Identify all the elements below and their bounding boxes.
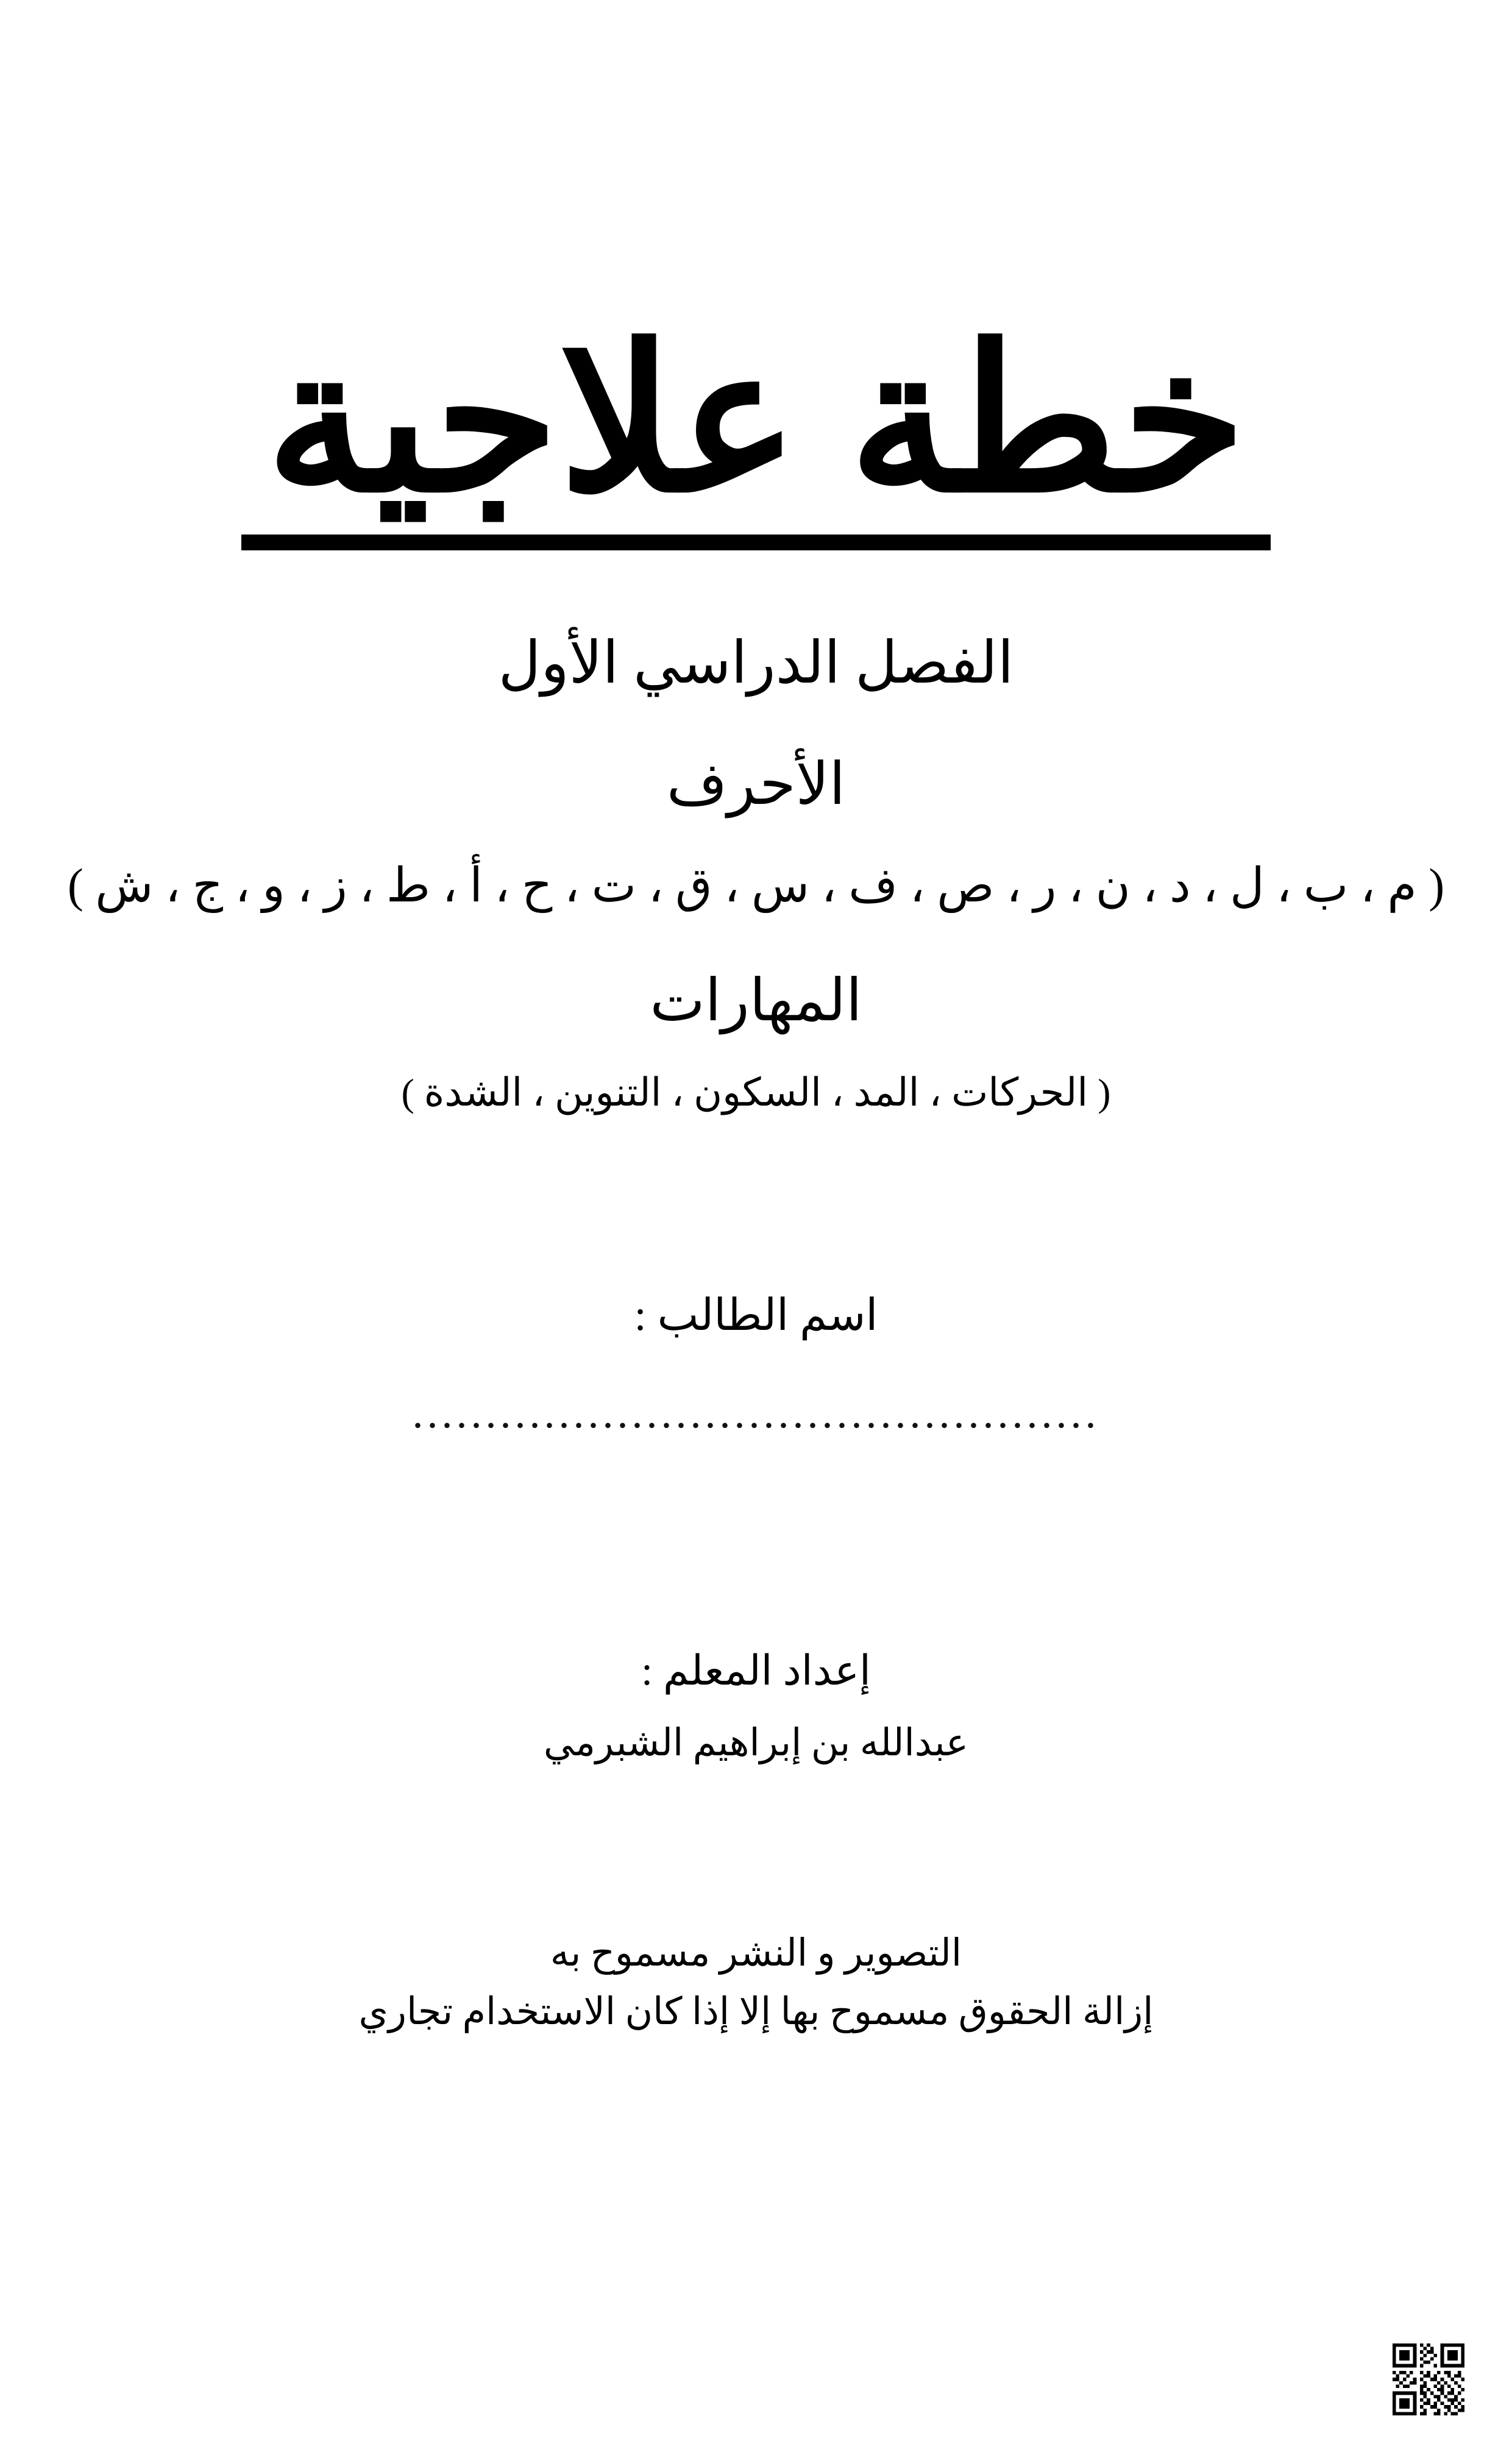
semester-subtitle: الفصل الدراسي الأول <box>498 630 1014 695</box>
prepared-by-name: عبدالله بن إبراهيم الشبرمي <box>544 1722 968 1764</box>
notice-line-2: إزالة الحقوق مسموح بها إلا إذا كان الاستخدام تجاري <box>358 1991 1154 2033</box>
skills-list: ( الحركات ، المد ، السكون ، التنوين ، الشدة ) <box>401 1071 1111 1115</box>
prepared-by-label: إعداد المعلم : <box>641 1647 871 1694</box>
letters-list: ( م ، ب ، ل ، د ، ن ، ر ، ص ، ف ، س ، ق ، ت ، ح ، أ ، ط ، ز ، و ، ج ، ش ) <box>67 858 1445 912</box>
student-name-block <box>0 1285 1512 1438</box>
skills-heading: المهارات <box>650 967 862 1033</box>
document-page <box>0 311 1512 2455</box>
student-name-label: اسم الطالب : <box>634 1291 878 1340</box>
prepared-by-block <box>0 1640 1512 1772</box>
notice-line-1: التصوير و النشر مسموح به <box>550 1932 962 1974</box>
letters-heading: الأحرف <box>666 751 846 817</box>
copyright-notice-block <box>0 1924 1512 2041</box>
qr-code-icon <box>1393 2343 1464 2415</box>
page-title: خطة علاجية <box>241 317 1270 550</box>
student-name-field[interactable]: ............................................... <box>412 1388 1100 1437</box>
title-block <box>0 311 1512 550</box>
